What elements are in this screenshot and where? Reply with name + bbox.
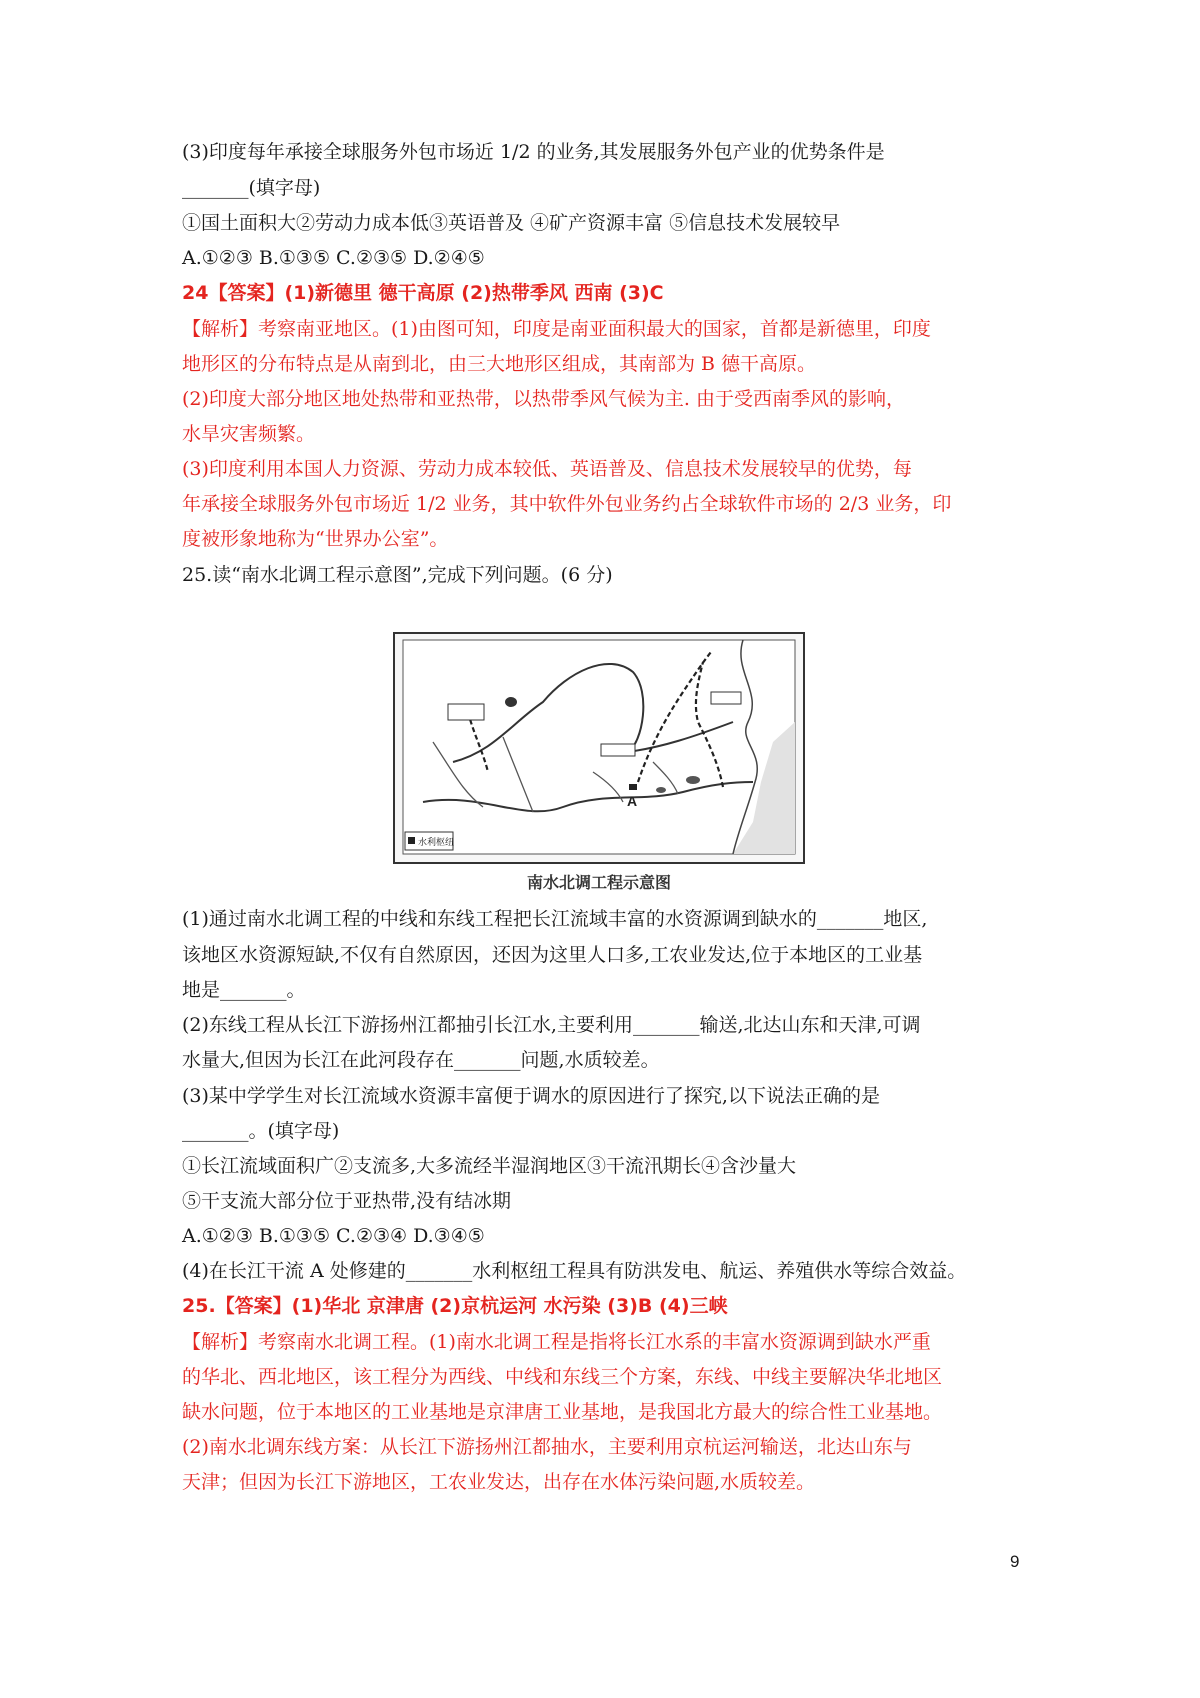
- q25-question-line: ⑤干支流大部分位于亚热带,没有结冰期: [182, 1190, 512, 1212]
- q24-analysis-line: 度被形象地称为“世界办公室”。: [182, 528, 449, 550]
- q25-question-line: (3)某中学学生对长江流域水资源丰富便于调水的原因进行了探究,以下说法正确的是: [182, 1085, 880, 1107]
- q25-analysis-line: 【解析】考察南水北调工程。(1)南水北调工程是指将长江水系的丰富水资源调到缺水严重: [182, 1331, 931, 1353]
- q25-analysis-line: (2)南水北调东线方案：从长江下游扬州江都抽水，主要利用京杭运河输送，北达山东与: [182, 1436, 912, 1458]
- q25-question-line: (4)在长江干流 A 处修建的_______水利枢纽工程具有防洪发电、航运、养殖供水等综合效益。: [182, 1260, 967, 1282]
- q25-question-line: A.①②③ B.①③⑤ C.②③④ D.③④⑤: [182, 1225, 485, 1247]
- q25-question-line: _______。(填字母): [182, 1120, 340, 1142]
- figure-caption: 南水北调工程示意图: [526, 873, 671, 892]
- q25-question-line: ①长江流域面积广②支流多,大多流经半湿润地区③干流汛期长④含沙量大: [182, 1155, 797, 1177]
- q25-question-line: (1)通过南水北调工程的中线和东线工程把长江流域丰富的水资源调到缺水的_______地区,: [182, 908, 928, 930]
- q24-analysis-line: (2)印度大部分地区地处热带和亚热带，以热带季风气候为主. 由于受西南季风的影响，: [182, 388, 905, 410]
- water-diversion-map: [393, 632, 805, 864]
- q25-question-line: 该地区水资源短缺,不仅有自然原因，还因为这里人口多,工农业发达,位于本地区的工业基: [182, 944, 923, 966]
- q24-q3-line2: _______(填字母): [182, 177, 321, 199]
- q25-answer: 25.【答案】(1)华北 京津唐 (2)京杭运河 水污染 (3)B (4)三峡: [182, 1295, 728, 1317]
- q25-analysis-line: 的华北、西北地区，该工程分为西线、中线和东线三个方案，东线、中线主要解决华北地区: [182, 1366, 943, 1388]
- q24-analysis-line: 水旱灾害频繁。: [182, 423, 316, 445]
- q25-question-line: (2)东线工程从长江下游扬州江都抽引长江水,主要利用_______输送,北达山东和天津,可调: [182, 1014, 921, 1036]
- legend-label: 水利枢纽: [418, 838, 455, 848]
- q25-title: 25.读“南水北调工程示意图”,完成下列问题。(6 分): [182, 564, 613, 586]
- map-label-a: A: [627, 793, 638, 809]
- q25-question-line: 地是_______。: [182, 979, 306, 1001]
- q25-question-line: 水量大,但因为长江在此河段存在_______问题,水质较差。: [182, 1049, 660, 1071]
- q24-answer: 24【答案】(1)新德里 德干高原 (2)热带季风 西南 (3)C: [182, 282, 664, 304]
- q24-analysis-line: (3)印度利用本国人力资源、劳动力成本较低、英语普及、信息技术发展较早的优势，每: [182, 458, 912, 480]
- q25-analysis-line: 天津；但因为长江下游地区，工农业发达，出存在水体污染问题,水质较差。: [182, 1471, 816, 1493]
- q24-q3-options: A.①②③ B.①③⑤ C.②③⑤ D.②④⑤: [182, 247, 485, 269]
- q24-analysis-line: 年承接全球服务外包市场近 1/2 业务，其中软件外包业务约占全球软件市场的 2/3 业务，印: [182, 493, 952, 515]
- q25-analysis-line: 缺水问题，位于本地区的工业基地是京津唐工业基地，是我国北方最大的综合性工业基地。: [182, 1401, 943, 1423]
- q24-q3-line1: (3)印度每年承接全球服务外包市场近 1/2 的业务,其发展服务外包产业的优势条件是: [182, 141, 885, 163]
- q24-analysis-line: 【解析】考察南亚地区。(1)由图可知，印度是南亚面积最大的国家，首都是新德里，印度: [182, 318, 931, 340]
- q24-q3-items: ①国土面积大②劳动力成本低③英语普及 ④矿产资源丰富 ⑤信息技术发展较早: [182, 212, 841, 234]
- page-number: 9: [1010, 1552, 1020, 1571]
- q24-analysis-line: 地形区的分布特点是从南到北，由三大地形区组成，其南部为 B 德干高原。: [182, 353, 817, 375]
- map-illustration: [393, 632, 805, 864]
